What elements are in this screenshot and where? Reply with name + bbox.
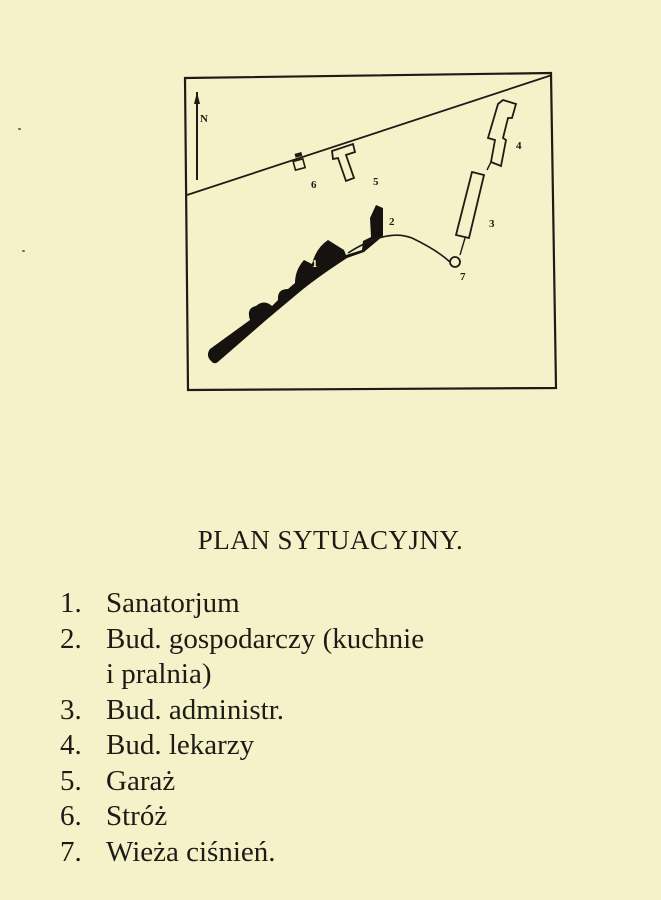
legend-text: Sanatorjum bbox=[106, 587, 240, 619]
plan-title: PLAN SYTUACYJNY. bbox=[197, 525, 464, 555]
legend-text: Wieża ciśnień. bbox=[106, 835, 276, 868]
legend-text: Bud. gospodarczy (kuchnie bbox=[106, 622, 425, 655]
legend-number: 7. bbox=[60, 835, 82, 868]
administration-link bbox=[460, 238, 465, 255]
water-tower-building bbox=[450, 257, 460, 267]
north-label: N bbox=[200, 113, 208, 125]
doctors-building bbox=[488, 100, 516, 166]
paper-speck bbox=[18, 128, 21, 130]
legend-item-continuation bbox=[60, 657, 424, 693]
legend-text: Bud. administr. bbox=[106, 693, 285, 726]
building-6-label: 6 bbox=[311, 179, 317, 191]
legend-number: 2. bbox=[60, 622, 82, 655]
north-arrow-icon bbox=[194, 92, 208, 180]
legend-item bbox=[60, 728, 424, 764]
legend-number: 1. bbox=[60, 587, 82, 619]
garage-building bbox=[332, 144, 355, 181]
legend-number: 4. bbox=[60, 729, 82, 761]
legend-number: 5. bbox=[60, 764, 82, 797]
legend-item bbox=[60, 622, 424, 658]
legend-text: Stróż bbox=[106, 800, 168, 832]
building-2-label: 2 bbox=[389, 216, 395, 228]
building-1-label: 1 bbox=[312, 258, 318, 270]
building-3-label: 3 bbox=[489, 218, 495, 230]
legend-list bbox=[60, 586, 424, 870]
building-4-label: 4 bbox=[516, 140, 522, 152]
legend-item bbox=[60, 835, 424, 871]
administration-building bbox=[456, 172, 484, 238]
guard-house-building bbox=[293, 159, 305, 170]
site-plan-figure bbox=[182, 70, 560, 395]
legend-number: 6. bbox=[60, 800, 82, 832]
legend-item bbox=[60, 693, 424, 729]
sanatorium-building bbox=[208, 205, 383, 363]
legend-text: Bud. lekarzy bbox=[106, 729, 255, 761]
site-plan-drawing bbox=[182, 70, 560, 395]
paper-speck bbox=[22, 250, 25, 252]
building-5-label: 5 bbox=[373, 176, 379, 188]
doctors-link bbox=[487, 162, 491, 170]
building-7-label: 7 bbox=[460, 271, 466, 283]
legend-item bbox=[60, 586, 424, 622]
legend-item bbox=[60, 764, 424, 800]
legend-text: Garaż bbox=[106, 764, 176, 797]
legend-item bbox=[60, 799, 424, 835]
legend-text: i pralnia) bbox=[106, 658, 212, 690]
legend-number: 3. bbox=[60, 693, 82, 726]
